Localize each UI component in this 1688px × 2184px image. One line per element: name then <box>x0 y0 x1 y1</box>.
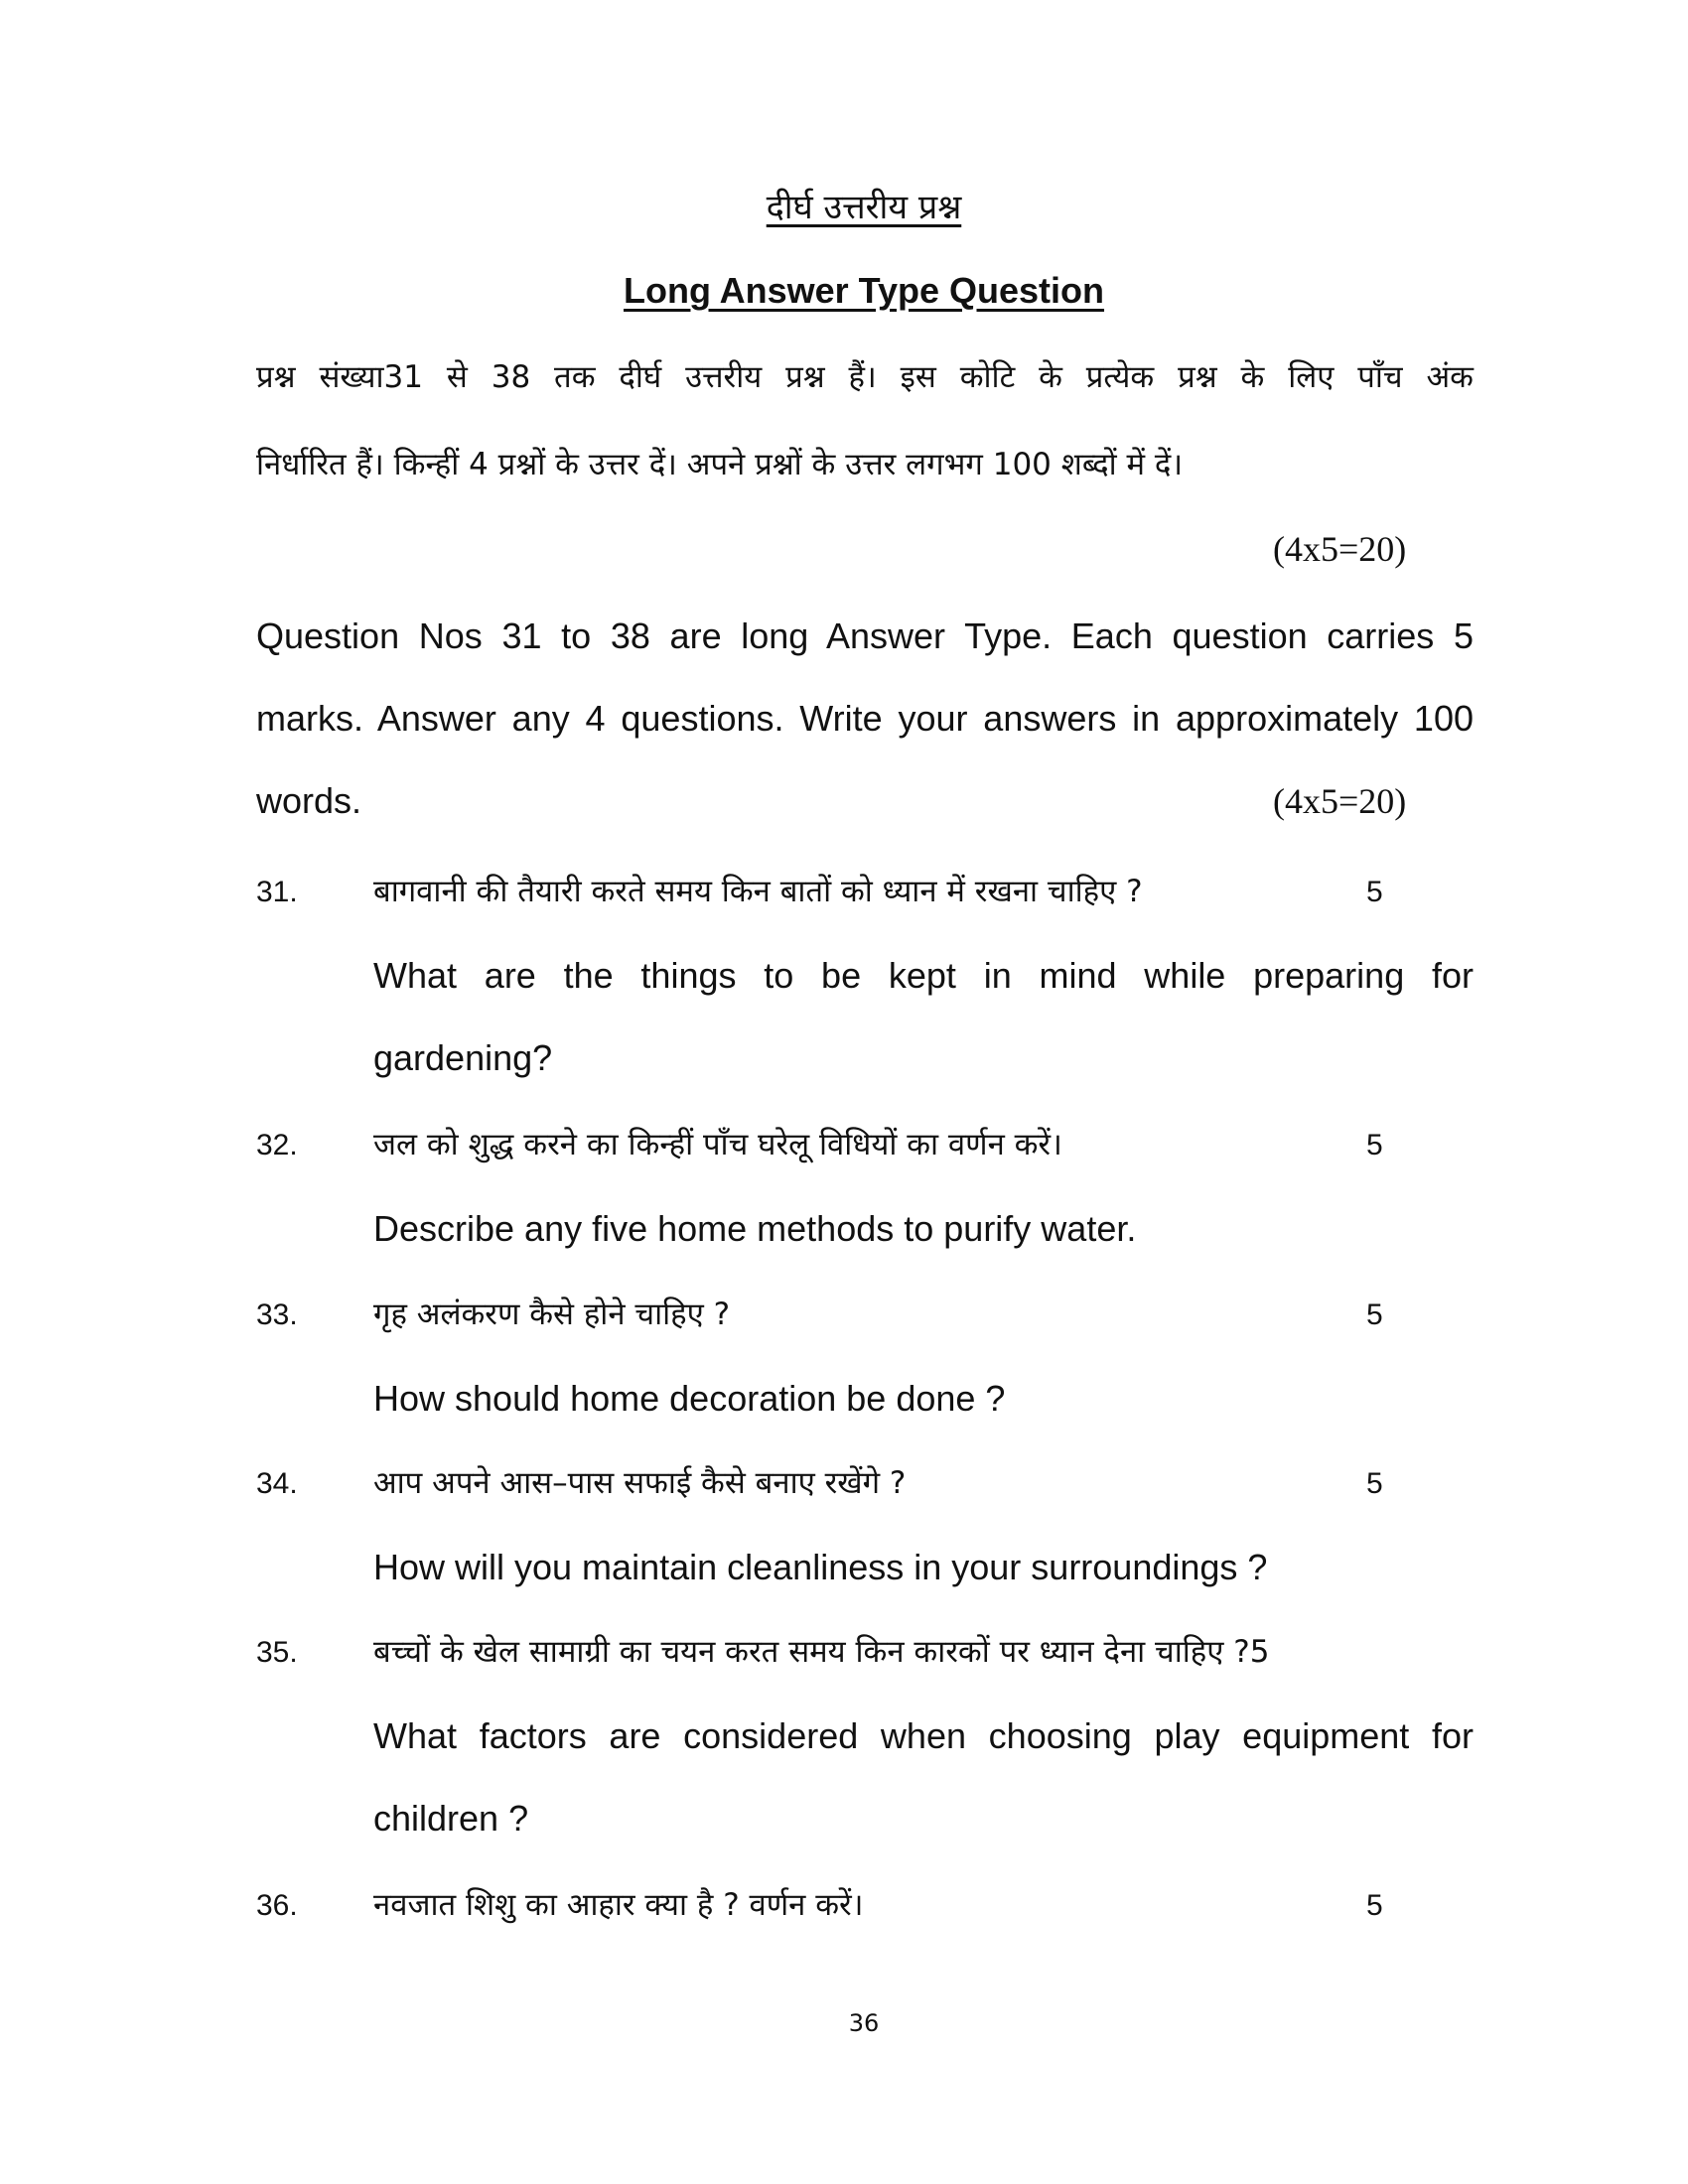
question-english-line-1: How should home decoration be done ? <box>373 1378 1006 1419</box>
instructions-english-line-2: marks. Answer any 4 questions. Write your answers in approximately 100 <box>256 698 1474 739</box>
question-hindi: जल को शुद्ध करने का किन्हीं पाँच घरेलू विधियों का वर्णन करें। <box>373 1127 1062 1162</box>
question-english-line-1: How will you maintain cleanliness in your surroundings ? <box>373 1547 1268 1587</box>
question-number: 34. <box>256 1467 298 1500</box>
question-marks: 5 <box>1366 876 1383 908</box>
question-hindi: गृह अलंकरण कैसे होने चाहिए ? <box>373 1297 731 1332</box>
question-english-line-1: Describe any five home methods to purify water. <box>373 1208 1137 1249</box>
instructions-english-marks: (4x5=20) <box>1273 781 1407 821</box>
question-english-line-2: gardening? <box>373 1037 553 1078</box>
instructions-english-line-1: Question Nos 31 to 38 are long Answer Type. Each question carries 5 <box>256 615 1474 656</box>
question-marks: 5 <box>1366 1889 1383 1922</box>
question-hindi: आप अपने आस–पास सफाई कैसे बनाए रखेंगे ? <box>373 1465 907 1501</box>
question-english-line-2: children ? <box>373 1798 529 1839</box>
question-hindi: नवजात शिशु का आहार क्या है ? वर्णन करें। <box>373 1887 864 1923</box>
question-english-line-1: What factors are considered when choosing play equipment for <box>373 1715 1474 1756</box>
page-number: 36 <box>848 2009 880 2037</box>
question-number: 31. <box>256 876 298 908</box>
instructions-hindi-line-1: प्रश्न संख्या31 से 38 तक दीर्घ उत्तरीय प्रश्न हैं। इस कोटि के प्रत्येक प्रश्न के लिए पाँच अंक <box>256 359 1474 395</box>
question-marks: 5 <box>1366 1467 1383 1500</box>
question-hindi: बागवानी की तैयारी करते समय किन बातों को ध्यान में रखना चाहिए ? <box>373 874 1143 909</box>
instructions-english-line-3: words. <box>256 780 362 821</box>
instructions-hindi-marks: (4x5=20) <box>1273 529 1407 569</box>
section-title-english: Long Answer Type Question <box>623 270 1105 311</box>
question-hindi: बच्चों के खेल सामाग्री का चयन करत समय किन कारकों पर ध्यान देना चाहिए ?5 <box>373 1634 1270 1670</box>
question-marks: 5 <box>1366 1298 1383 1331</box>
question-number: 36. <box>256 1889 298 1922</box>
question-number: 33. <box>256 1298 298 1331</box>
question-english-line-1: What are the things to be kept in mind while preparing for <box>373 955 1474 996</box>
question-marks: 5 <box>1366 1129 1383 1161</box>
question-number: 35. <box>256 1636 298 1669</box>
instructions-hindi-line-2: निर्धारित हैं। किन्हीं 4 प्रश्नों के उत्तर दें। अपने प्रश्नों के उत्तर लगभग 100 शब्दों में दें। <box>256 447 1184 482</box>
question-number: 32. <box>256 1129 298 1161</box>
section-title-hindi: दीर्घ उत्तरीय प्रश्न <box>766 188 962 227</box>
